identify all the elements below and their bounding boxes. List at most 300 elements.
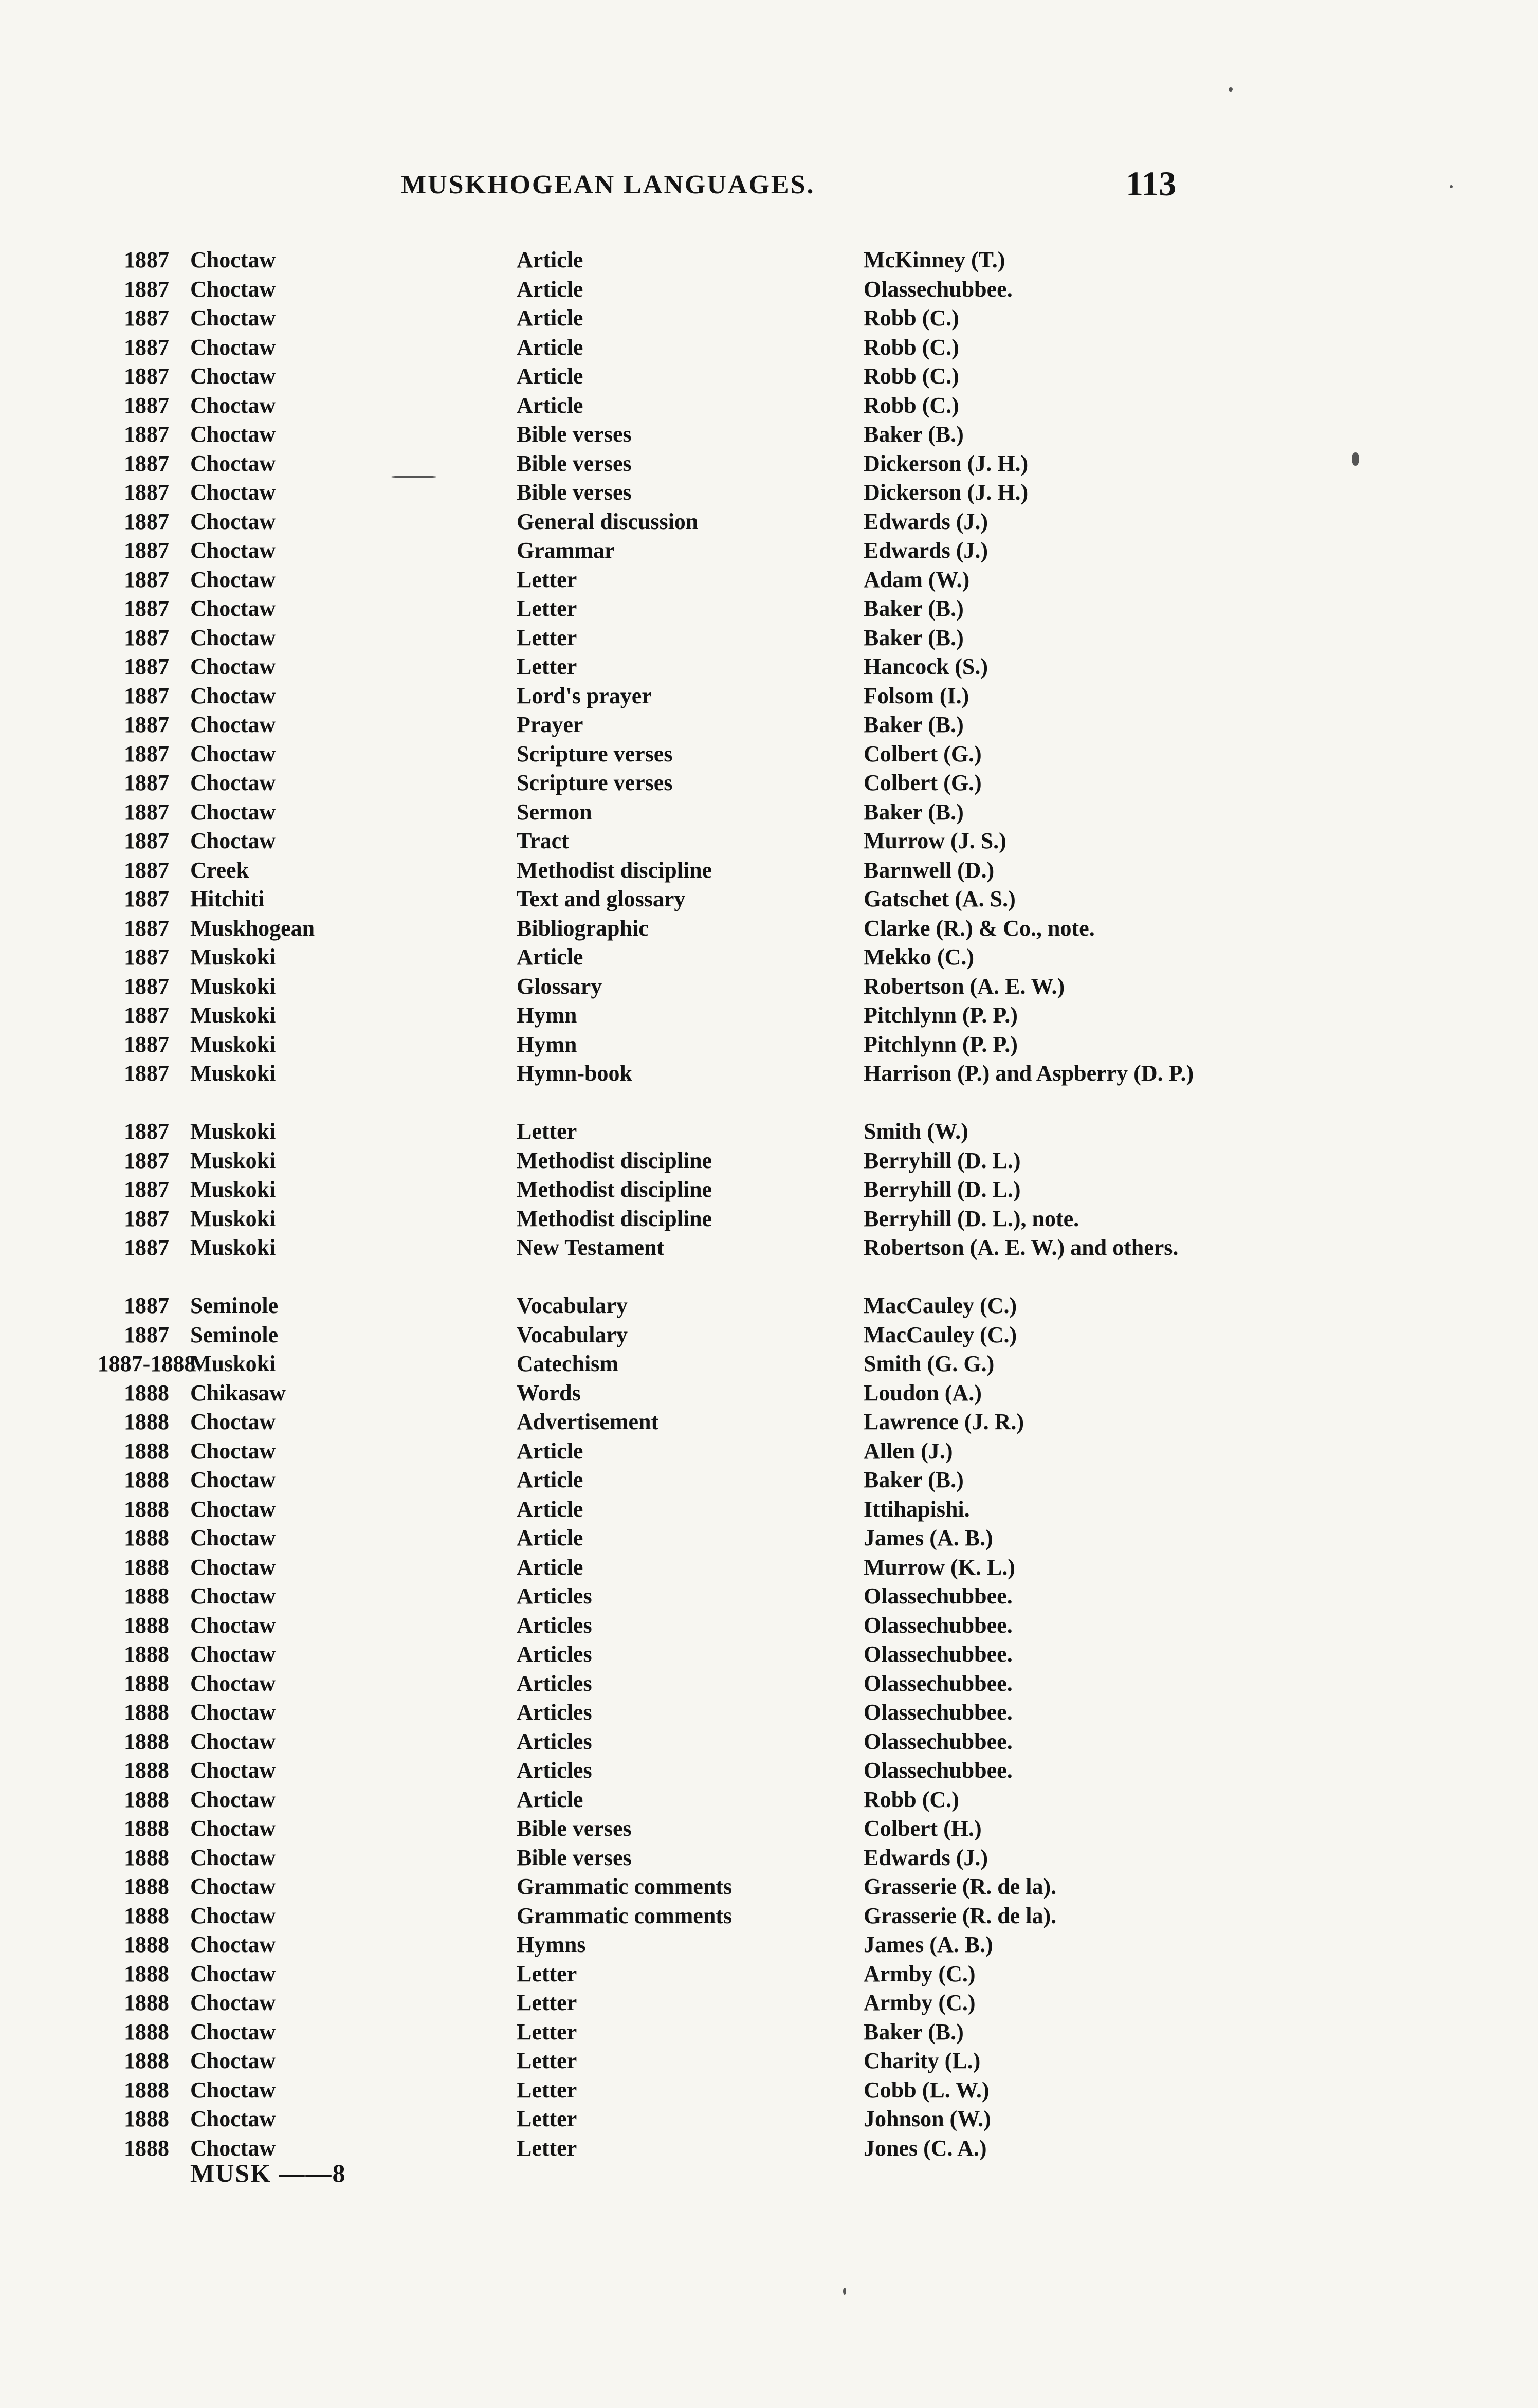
entry-year: 1887 bbox=[124, 654, 169, 679]
entry-kind: Letter bbox=[517, 1119, 577, 1144]
entry-language: Choctaw bbox=[190, 276, 276, 302]
entry-author: Olassechubbee. bbox=[864, 1583, 1013, 1609]
entry-year: 1887 bbox=[124, 567, 169, 592]
entry-kind: Grammar bbox=[517, 538, 615, 563]
entry-year: 1887 bbox=[124, 944, 169, 970]
entry-language: Choctaw bbox=[190, 1932, 276, 1957]
entry-year: 1888 bbox=[124, 2135, 169, 2161]
entry-author: Charity (L.) bbox=[864, 2048, 981, 2073]
entry-row bbox=[0, 798, 1538, 827]
entry-row bbox=[0, 1582, 1538, 1611]
entry-row bbox=[0, 536, 1538, 565]
entry-author: Mekko (C.) bbox=[864, 944, 975, 970]
entry-language: Seminole bbox=[190, 1293, 279, 1318]
entry-row bbox=[0, 2047, 1538, 2076]
entry-year: 1887 bbox=[124, 1002, 169, 1028]
entry-kind: Hymn bbox=[517, 1002, 577, 1028]
entry-year: 1887 bbox=[124, 1119, 169, 1144]
entry-year: 1888 bbox=[124, 1496, 169, 1522]
entry-row bbox=[0, 1785, 1538, 1815]
entry-row bbox=[0, 1727, 1538, 1757]
entry-year: 1888 bbox=[124, 1728, 169, 1754]
entry-kind: Letter bbox=[517, 2077, 577, 2103]
entry-language: Creek bbox=[190, 857, 249, 883]
entry-author: Hancock (S.) bbox=[864, 654, 988, 679]
entry-year: 1888 bbox=[124, 1467, 169, 1492]
scan-speck bbox=[1450, 185, 1453, 188]
entry-year: 1888 bbox=[124, 1990, 169, 2015]
entry-year: 1887 bbox=[124, 683, 169, 708]
entry-language: Muskoki bbox=[190, 1031, 276, 1057]
entry-year: 1888 bbox=[124, 1612, 169, 1638]
entry-language: Choctaw bbox=[190, 1496, 276, 1522]
entry-row bbox=[0, 914, 1538, 943]
entry-kind: Methodist discipline bbox=[517, 1177, 712, 1202]
entry-author: Colbert (G.) bbox=[864, 770, 982, 795]
entry-year: 1887 bbox=[124, 1061, 169, 1086]
entry-kind: Hymn-book bbox=[517, 1061, 632, 1086]
entry-kind: Grammatic comments bbox=[517, 1874, 733, 1899]
entry-kind: Article bbox=[517, 392, 583, 418]
entry-language: Choctaw bbox=[190, 1990, 276, 2015]
entry-language: Choctaw bbox=[190, 2135, 276, 2161]
entry-language: Choctaw bbox=[190, 625, 276, 650]
entry-author: Baker (B.) bbox=[864, 799, 964, 825]
entry-author: Olassechubbee. bbox=[864, 1670, 1013, 1696]
entry-row bbox=[0, 972, 1538, 1001]
entry-language: Chikasaw bbox=[190, 1380, 286, 1406]
entry-author: Baker (B.) bbox=[864, 712, 964, 737]
entry-row bbox=[0, 594, 1538, 624]
entry-author: Grasserie (R. de la). bbox=[864, 1874, 1057, 1899]
entry-author: Berryhill (D. L.) bbox=[864, 1147, 1021, 1173]
entry-language: Choctaw bbox=[190, 1758, 276, 1783]
entry-language: Choctaw bbox=[190, 2048, 276, 2073]
entry-author: Armby (C.) bbox=[864, 1990, 976, 2015]
entry-year: 1887 bbox=[124, 828, 169, 853]
entry-language: Choctaw bbox=[190, 1554, 276, 1580]
entry-author: Robertson (A. E. W.) bbox=[864, 973, 1065, 999]
entry-author: Berryhill (D. L.) bbox=[864, 1177, 1021, 1202]
entry-row bbox=[0, 1698, 1538, 1727]
entry-language: Muskoki bbox=[190, 1177, 276, 1202]
entry-year: 1887 bbox=[124, 712, 169, 737]
entry-author: James (A. B.) bbox=[864, 1525, 993, 1550]
entry-row bbox=[0, 1030, 1538, 1060]
entry-language: Choctaw bbox=[190, 712, 276, 737]
entry-language: Choctaw bbox=[190, 392, 276, 418]
scan-speck bbox=[1352, 452, 1359, 466]
entry-row bbox=[0, 1175, 1538, 1205]
entry-kind: Article bbox=[517, 1525, 583, 1550]
entry-language: Choctaw bbox=[190, 1845, 276, 1870]
entry-language: Choctaw bbox=[190, 1525, 276, 1550]
entry-kind: Bible verses bbox=[517, 1816, 632, 1841]
entry-row bbox=[0, 507, 1538, 537]
entry-language: Muskoki bbox=[190, 1119, 276, 1144]
entry-author: Barnwell (D.) bbox=[864, 857, 995, 883]
entry-row bbox=[0, 2076, 1538, 2105]
entry-year: 1888 bbox=[124, 1874, 169, 1899]
entry-row bbox=[0, 1872, 1538, 1902]
entry-author: Robb (C.) bbox=[864, 363, 959, 389]
entry-row bbox=[0, 1902, 1538, 1931]
entry-row bbox=[0, 1495, 1538, 1524]
entry-year: 1887 bbox=[124, 741, 169, 767]
entry-author: Robb (C.) bbox=[864, 305, 959, 331]
entry-row bbox=[0, 1930, 1538, 1960]
entry-language: Choctaw bbox=[190, 334, 276, 360]
entry-language: Choctaw bbox=[190, 1670, 276, 1696]
entry-language: Choctaw bbox=[190, 508, 276, 534]
entry-row bbox=[0, 565, 1538, 595]
entry-author: Edwards (J.) bbox=[864, 1845, 988, 1870]
entry-row bbox=[0, 682, 1538, 711]
entry-author: MacCauley (C.) bbox=[864, 1322, 1017, 1347]
entry-year: 1887 bbox=[124, 1177, 169, 1202]
entry-year: 1887 bbox=[124, 480, 169, 505]
entry-author: Berryhill (D. L.), note. bbox=[864, 1206, 1079, 1231]
entry-year: 1888 bbox=[124, 1845, 169, 1870]
entry-year: 1887 bbox=[124, 915, 169, 941]
entry-language: Choctaw bbox=[190, 741, 276, 767]
entry-row bbox=[0, 1553, 1538, 1582]
entry-language: Choctaw bbox=[190, 1583, 276, 1609]
entry-row bbox=[0, 1146, 1538, 1176]
entry-kind: Articles bbox=[517, 1583, 592, 1609]
entry-author: Pitchlynn (P. P.) bbox=[864, 1002, 1018, 1028]
entry-year: 1888 bbox=[124, 1409, 169, 1434]
entry-kind: Article bbox=[517, 1786, 583, 1812]
entry-kind: Text and glossary bbox=[517, 886, 686, 911]
entry-year: 1887 bbox=[124, 857, 169, 883]
entry-language: Choctaw bbox=[190, 1874, 276, 1899]
entry-author: Jones (C. A.) bbox=[864, 2135, 987, 2161]
entry-kind: New Testament bbox=[517, 1235, 665, 1260]
entry-year: 1887 bbox=[124, 508, 169, 534]
entry-row bbox=[0, 943, 1538, 972]
entry-language: Muskoki bbox=[190, 1002, 276, 1028]
entry-language: Choctaw bbox=[190, 654, 276, 679]
entry-row bbox=[0, 1960, 1538, 1989]
entry-language: Choctaw bbox=[190, 1728, 276, 1754]
page-title: MUSKHOGEAN LANGUAGES. bbox=[401, 170, 815, 199]
entry-kind: Prayer bbox=[517, 712, 583, 737]
entry-kind: Bible verses bbox=[517, 422, 632, 447]
scan-speck bbox=[843, 2288, 846, 2295]
entry-year: 1888 bbox=[124, 1583, 169, 1609]
entry-kind: Article bbox=[517, 334, 583, 360]
entry-author: Armby (C.) bbox=[864, 1961, 976, 1986]
entry-row bbox=[0, 1814, 1538, 1844]
entry-year: 1887 bbox=[124, 422, 169, 447]
entry-year: 1888 bbox=[124, 1554, 169, 1580]
entry-author: Robb (C.) bbox=[864, 392, 959, 418]
entry-language: Choctaw bbox=[190, 450, 276, 476]
entry-author: Robb (C.) bbox=[864, 334, 959, 360]
entry-row bbox=[0, 856, 1538, 885]
entry-author: Baker (B.) bbox=[864, 2019, 964, 2045]
entry-kind: Letter bbox=[517, 596, 577, 621]
entry-kind: Bible verses bbox=[517, 480, 632, 505]
entry-author: Olassechubbee. bbox=[864, 1758, 1013, 1783]
entry-year: 1888 bbox=[124, 1786, 169, 1812]
entry-row bbox=[0, 1524, 1538, 1553]
entry-row bbox=[0, 740, 1538, 769]
entry-year: 1888 bbox=[124, 1641, 169, 1667]
entry-language: Muskoki bbox=[190, 1061, 276, 1086]
entry-author: Smith (G. G.) bbox=[864, 1351, 995, 1376]
entry-year: 1888 bbox=[124, 1670, 169, 1696]
entry-language: Choctaw bbox=[190, 2019, 276, 2045]
entry-language: Choctaw bbox=[190, 1786, 276, 1812]
entry-year: 1888 bbox=[124, 2077, 169, 2103]
entry-language: Seminole bbox=[190, 1322, 279, 1347]
entry-language: Choctaw bbox=[190, 1409, 276, 1434]
page-number: 113 bbox=[1126, 164, 1177, 203]
entry-year: 1887 bbox=[124, 1147, 169, 1173]
entry-year: 1888 bbox=[124, 2019, 169, 2045]
entry-kind: Catechism bbox=[517, 1351, 618, 1376]
entry-kind: Methodist discipline bbox=[517, 1206, 712, 1231]
entry-author: Lawrence (J. R.) bbox=[864, 1409, 1024, 1434]
entry-kind: Hymn bbox=[517, 1031, 577, 1057]
entry-row bbox=[0, 420, 1538, 449]
entry-author: Clarke (R.) & Co., note. bbox=[864, 915, 1095, 941]
entry-kind: Article bbox=[517, 1467, 583, 1492]
entry-language: Choctaw bbox=[190, 2106, 276, 2131]
entry-author: Olassechubbee. bbox=[864, 1728, 1013, 1754]
entry-kind: Words bbox=[517, 1380, 581, 1406]
entry-year: 1888 bbox=[124, 1525, 169, 1550]
entry-kind: Articles bbox=[517, 1641, 592, 1667]
entry-row bbox=[0, 1205, 1538, 1234]
entry-language: Choctaw bbox=[190, 1467, 276, 1492]
entry-row bbox=[0, 1756, 1538, 1785]
entry-row bbox=[0, 2018, 1538, 2047]
entry-year: 1887 bbox=[124, 1293, 169, 1318]
entry-row bbox=[0, 2105, 1538, 2134]
entry-kind: Articles bbox=[517, 1758, 592, 1783]
entry-author: MacCauley (C.) bbox=[864, 1293, 1017, 1318]
entry-author: Pitchlynn (P. P.) bbox=[864, 1031, 1018, 1057]
entry-kind: Scripture verses bbox=[517, 770, 673, 795]
entry-author: Dickerson (J. H.) bbox=[864, 480, 1029, 505]
entry-language: Hitchiti bbox=[190, 886, 265, 911]
entry-kind: Article bbox=[517, 363, 583, 389]
entry-kind: Grammatic comments bbox=[517, 1903, 733, 1928]
entry-kind: Article bbox=[517, 1496, 583, 1522]
entry-kind: Letter bbox=[517, 1961, 577, 1986]
entry-year: 1887 bbox=[124, 625, 169, 650]
entry-language: Choctaw bbox=[190, 363, 276, 389]
entry-author: Folsom (I.) bbox=[864, 683, 969, 708]
entry-author: Murrow (J. S.) bbox=[864, 828, 1006, 853]
entry-author: Colbert (G.) bbox=[864, 741, 982, 767]
entry-kind: Letter bbox=[517, 625, 577, 650]
entry-row bbox=[0, 449, 1538, 479]
entry-language: Choctaw bbox=[190, 1641, 276, 1667]
entry-author: Loudon (A.) bbox=[864, 1380, 982, 1406]
entry-row bbox=[0, 1117, 1538, 1146]
entry-author: Murrow (K. L.) bbox=[864, 1554, 1015, 1580]
entry-kind: Article bbox=[517, 305, 583, 331]
entry-language: Choctaw bbox=[190, 1700, 276, 1725]
entry-kind: Bible verses bbox=[517, 1845, 632, 1870]
entry-year: 1888 bbox=[124, 1380, 169, 1406]
entry-author: Harrison (P.) and Aspberry (D. P.) bbox=[864, 1061, 1194, 1086]
entry-year: 1888 bbox=[124, 1816, 169, 1841]
entry-row bbox=[0, 1321, 1538, 1350]
entry-row bbox=[0, 885, 1538, 914]
entry-year: 1888 bbox=[124, 1932, 169, 1957]
entry-language: Muskoki bbox=[190, 1351, 276, 1376]
entry-author: James (A. B.) bbox=[864, 1932, 993, 1957]
entry-author: Smith (W.) bbox=[864, 1119, 968, 1144]
entry-row bbox=[0, 1640, 1538, 1669]
entry-author: Olassechubbee. bbox=[864, 1700, 1013, 1725]
entry-language: Muskoki bbox=[190, 973, 276, 999]
entry-author: Dickerson (J. H.) bbox=[864, 450, 1029, 476]
entry-year: 1887 bbox=[124, 363, 169, 389]
entry-kind: Articles bbox=[517, 1612, 592, 1638]
entry-language: Choctaw bbox=[190, 2077, 276, 2103]
entry-language: Choctaw bbox=[190, 538, 276, 563]
signature-mark: MUSK ——8 bbox=[190, 2159, 346, 2187]
entry-language: Choctaw bbox=[190, 596, 276, 621]
entry-kind: Letter bbox=[517, 1990, 577, 2015]
entry-kind: Articles bbox=[517, 1670, 592, 1696]
entry-kind: General discussion bbox=[517, 508, 699, 534]
entry-kind: Letter bbox=[517, 654, 577, 679]
entry-row bbox=[0, 1349, 1538, 1379]
entry-kind: Letter bbox=[517, 2106, 577, 2131]
entry-author: McKinney (T.) bbox=[864, 247, 1005, 272]
entry-author: Ittihapishi. bbox=[864, 1496, 970, 1522]
entry-row bbox=[0, 710, 1538, 740]
entry-kind: Methodist discipline bbox=[517, 857, 712, 883]
entry-language: Choctaw bbox=[190, 422, 276, 447]
entry-row bbox=[0, 827, 1538, 856]
entry-kind: Article bbox=[517, 247, 583, 272]
entry-author: Baker (B.) bbox=[864, 596, 964, 621]
entry-year: 1887-1888 bbox=[97, 1351, 196, 1376]
entry-kind: Vocabulary bbox=[517, 1293, 628, 1318]
entry-kind: Bible verses bbox=[517, 450, 632, 476]
entry-year: 1887 bbox=[124, 1206, 169, 1231]
entry-author: Baker (B.) bbox=[864, 625, 964, 650]
entry-row bbox=[0, 304, 1538, 333]
entry-language: Choctaw bbox=[190, 828, 276, 853]
entry-year: 1887 bbox=[124, 770, 169, 795]
entry-language: Choctaw bbox=[190, 770, 276, 795]
entry-language: Muskoki bbox=[190, 944, 276, 970]
entry-language: Muskoki bbox=[190, 1147, 276, 1173]
entry-author: Allen (J.) bbox=[864, 1438, 953, 1464]
entry-author: Robertson (A. E. W.) and others. bbox=[864, 1235, 1179, 1260]
entry-language: Choctaw bbox=[190, 1903, 276, 1928]
entry-kind: Vocabulary bbox=[517, 1322, 628, 1347]
entry-year: 1888 bbox=[124, 2048, 169, 2073]
entry-language: Muskhogean bbox=[190, 915, 315, 941]
entry-author: Edwards (J.) bbox=[864, 508, 988, 534]
entry-author: Grasserie (R. de la). bbox=[864, 1903, 1057, 1928]
entry-kind: Letter bbox=[517, 567, 577, 592]
scan-speck bbox=[1229, 87, 1233, 92]
bibliography-list bbox=[0, 246, 1538, 2163]
entry-language: Choctaw bbox=[190, 247, 276, 272]
entry-row bbox=[0, 769, 1538, 798]
entry-language: Choctaw bbox=[190, 480, 276, 505]
entry-year: 1888 bbox=[124, 1961, 169, 1986]
entry-kind: Glossary bbox=[517, 973, 602, 999]
entry-language: Choctaw bbox=[190, 1612, 276, 1638]
entry-language: Choctaw bbox=[190, 567, 276, 592]
entry-kind: Letter bbox=[517, 2048, 577, 2073]
entry-kind: Scripture verses bbox=[517, 741, 673, 767]
entry-row bbox=[0, 624, 1538, 653]
entry-row bbox=[0, 1001, 1538, 1030]
entry-author: Adam (W.) bbox=[864, 567, 970, 592]
entry-kind: Bibliographic bbox=[517, 915, 649, 941]
entry-author: Edwards (J.) bbox=[864, 538, 988, 563]
entry-row bbox=[0, 1233, 1538, 1291]
entry-author: Robb (C.) bbox=[864, 1786, 959, 1812]
entry-kind: Letter bbox=[517, 2135, 577, 2161]
entry-kind: Advertisement bbox=[517, 1409, 659, 1434]
entry-kind: Articles bbox=[517, 1728, 592, 1754]
entry-language: Choctaw bbox=[190, 1961, 276, 1986]
entry-kind: Methodist discipline bbox=[517, 1147, 712, 1173]
entry-kind: Article bbox=[517, 1554, 583, 1580]
entry-row bbox=[0, 478, 1538, 507]
entry-year: 1887 bbox=[124, 973, 169, 999]
entry-language: Muskoki bbox=[190, 1206, 276, 1231]
entry-year: 1888 bbox=[124, 1438, 169, 1464]
entry-year: 1887 bbox=[124, 596, 169, 621]
entry-kind: Articles bbox=[517, 1700, 592, 1725]
entry-kind: Article bbox=[517, 1438, 583, 1464]
entry-year: 1887 bbox=[124, 305, 169, 331]
entry-row bbox=[0, 1844, 1538, 1873]
entry-row bbox=[0, 362, 1538, 391]
entry-kind: Sermon bbox=[517, 799, 592, 825]
entry-year: 1887 bbox=[124, 538, 169, 563]
entry-language: Choctaw bbox=[190, 683, 276, 708]
entry-author: Gatschet (A. S.) bbox=[864, 886, 1016, 911]
entry-row bbox=[0, 333, 1538, 362]
entry-year: 1887 bbox=[124, 392, 169, 418]
entry-language: Choctaw bbox=[190, 1816, 276, 1841]
entry-kind: Hymns bbox=[517, 1932, 586, 1957]
entry-row bbox=[0, 1669, 1538, 1699]
entry-language: Choctaw bbox=[190, 305, 276, 331]
entry-year: 1887 bbox=[124, 334, 169, 360]
entry-year: 1887 bbox=[124, 886, 169, 911]
entry-row bbox=[0, 1291, 1538, 1321]
entry-author: Olassechubbee. bbox=[864, 1612, 1013, 1638]
entry-author: Baker (B.) bbox=[864, 1467, 964, 1492]
entry-row bbox=[0, 1989, 1538, 2018]
entry-language: Choctaw bbox=[190, 799, 276, 825]
entry-kind: Letter bbox=[517, 2019, 577, 2045]
entry-year: 1888 bbox=[124, 1700, 169, 1725]
entry-row bbox=[0, 1059, 1538, 1117]
entry-row bbox=[0, 246, 1538, 275]
entry-year: 1888 bbox=[124, 1903, 169, 1928]
entry-year: 1887 bbox=[124, 799, 169, 825]
entry-kind: Article bbox=[517, 944, 583, 970]
